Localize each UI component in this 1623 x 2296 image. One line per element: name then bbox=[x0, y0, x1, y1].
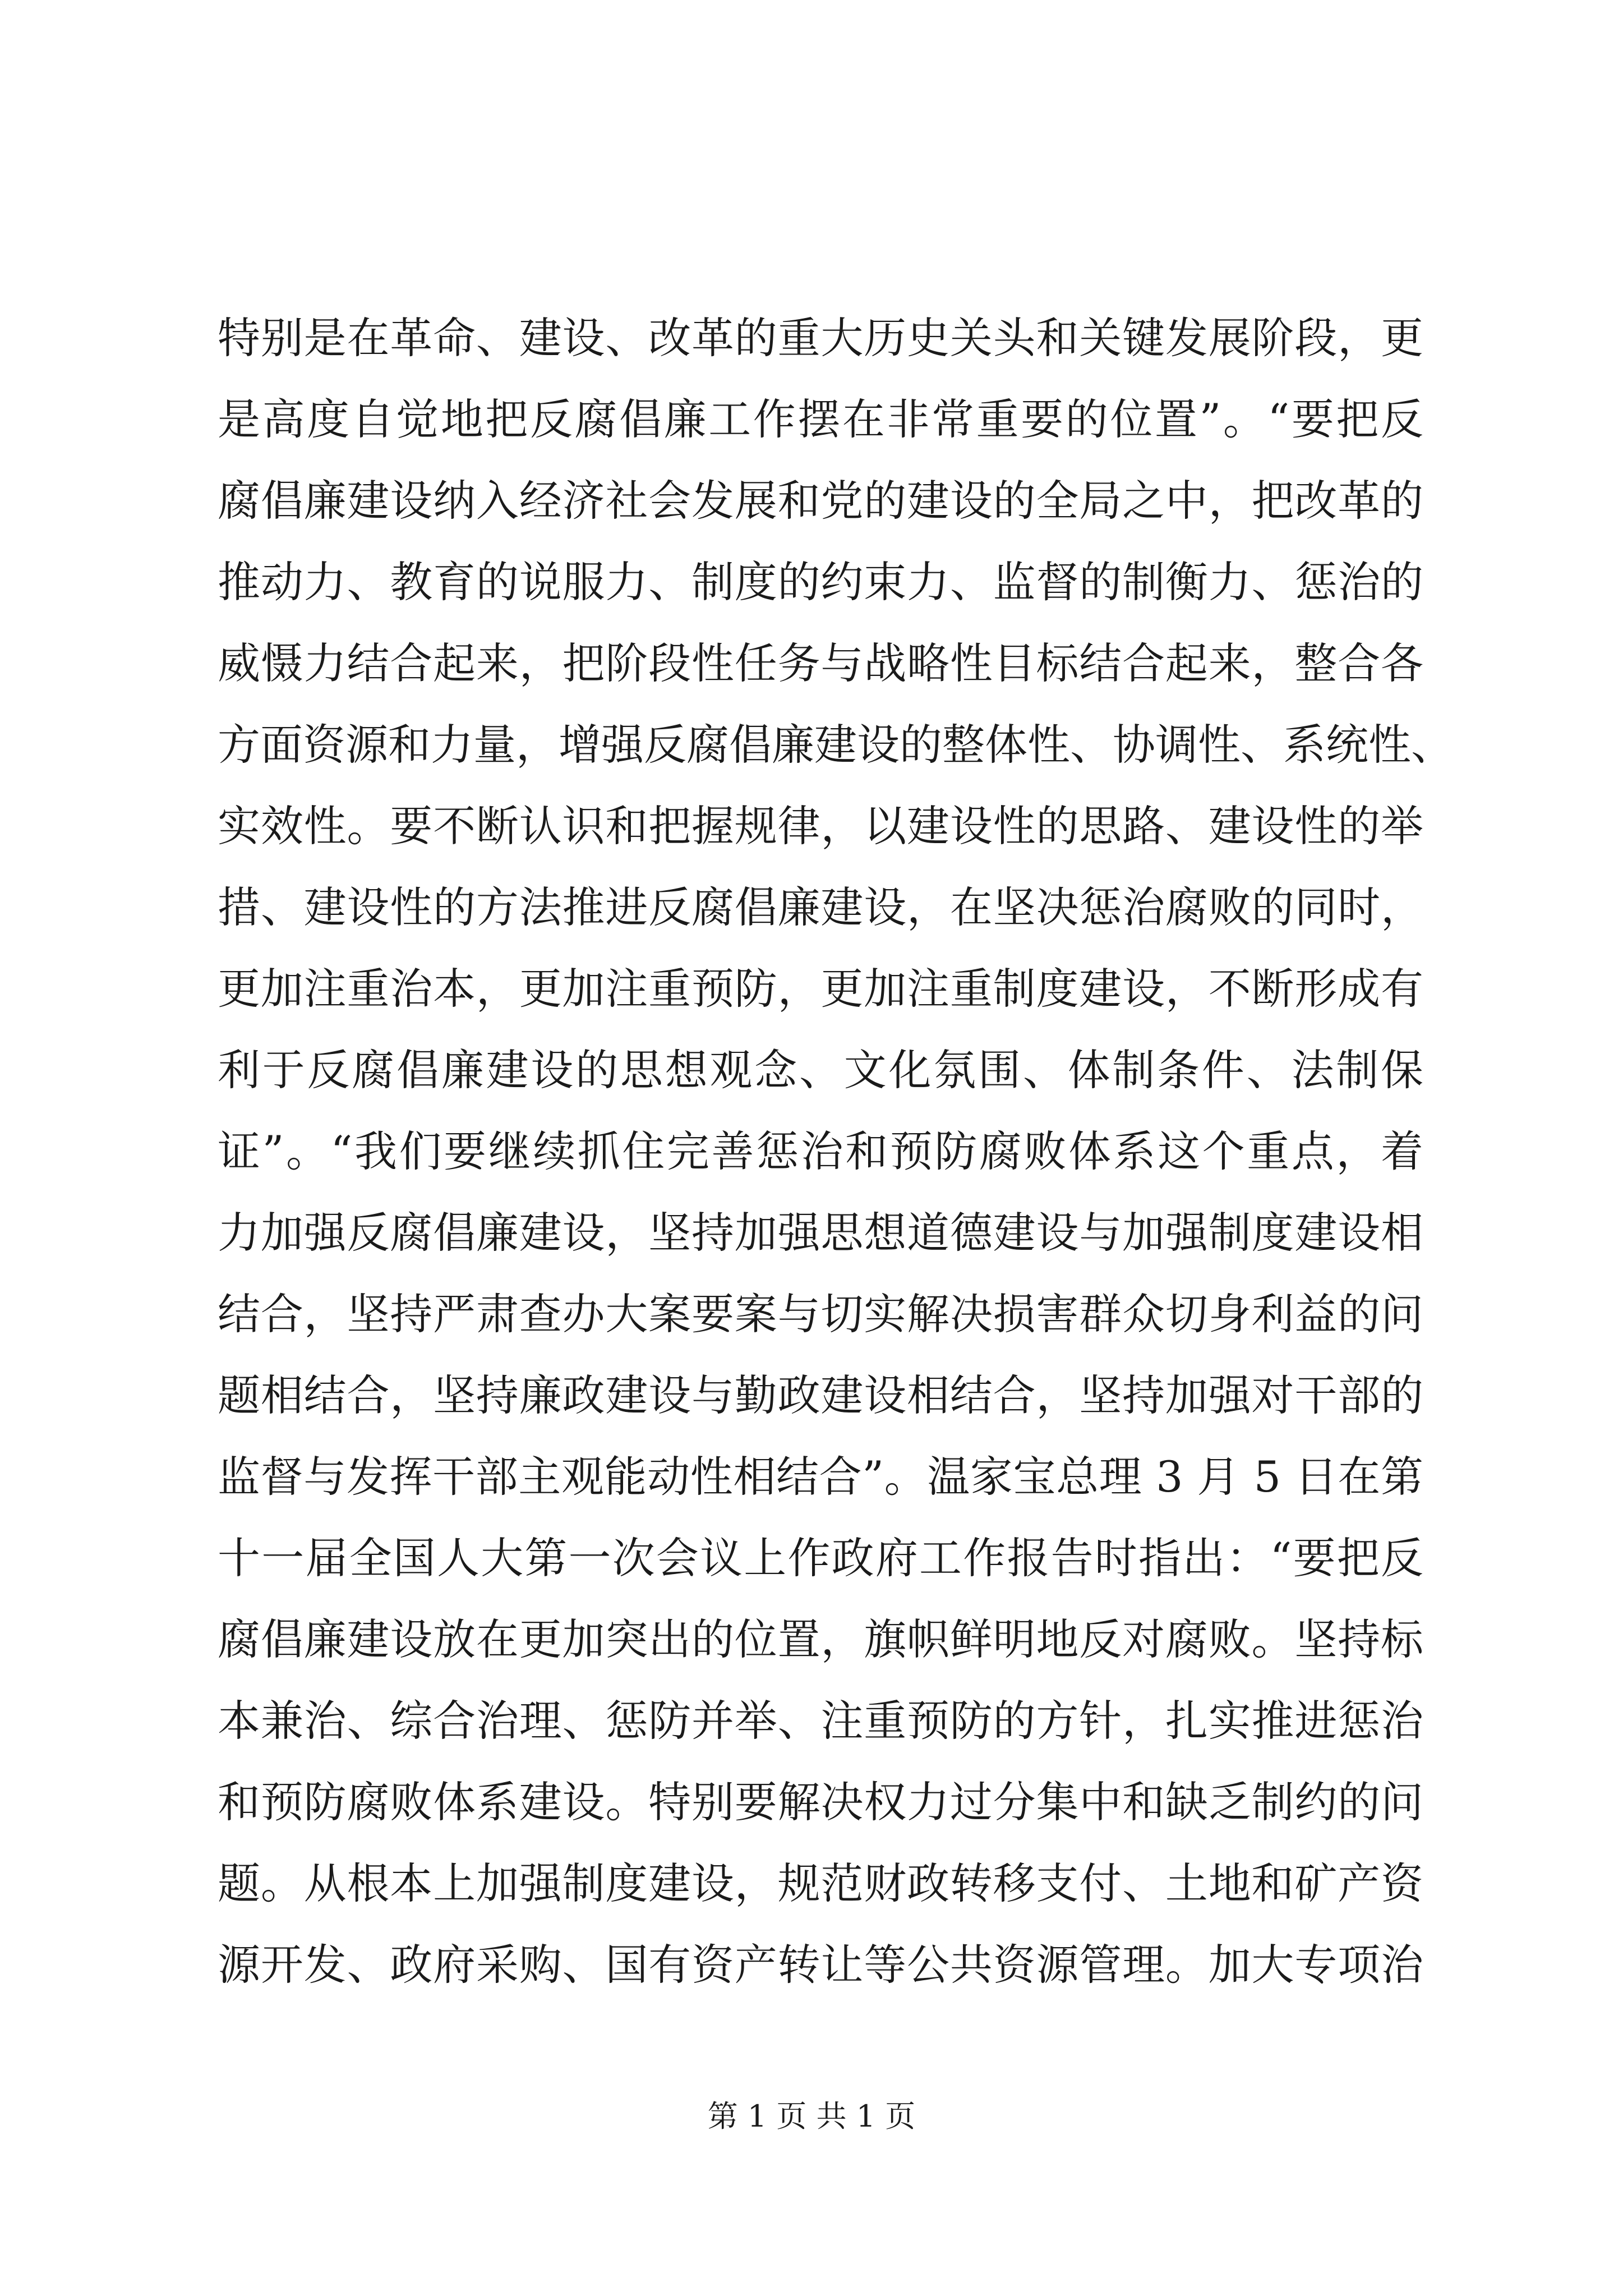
text-line: 特别是在革命、建设、改革的重大历史关头和关键发展阶段，更 bbox=[218, 313, 1423, 363]
text-line: 结合，坚持严肃查办大案要案与切实解决损害群众切身利益的问 bbox=[218, 1289, 1423, 1339]
text-line: 力加强反腐倡廉建设，坚持加强思想道德建设与加强制度建设相 bbox=[218, 1208, 1423, 1258]
body-text bbox=[218, 297, 1454, 2005]
text-line: 题。从根本上加强制度建设，规范财政转移支付、土地和矿产资 bbox=[218, 1858, 1423, 1908]
text-line: 更加注重治本，更加注重预防，更加注重制度建设，不断形成有 bbox=[218, 964, 1423, 1014]
text-line: 实效性。要不断认识和把握规律，以建设性的思路、建设性的举 bbox=[218, 801, 1423, 851]
text-line: 威慑力结合起来，把阶段性任务与战略性目标结合起来，整合各 bbox=[218, 638, 1423, 688]
text-line: 措、建设性的方法推进反腐倡廉建设，在坚决惩治腐败的同时， bbox=[218, 882, 1423, 932]
text-line: 十一届全国人大第一次会议上作政府工作报告时指出：“要把反 bbox=[218, 1533, 1423, 1583]
text-line: 腐倡廉建设放在更加突出的位置，旗帜鲜明地反对腐败。坚持标 bbox=[218, 1614, 1423, 1664]
text-line: 利于反腐倡廉建设的思想观念、文化氛围、体制条件、法制保 bbox=[218, 1045, 1423, 1095]
text-line: 是高度自觉地把反腐倡廉工作摆在非常重要的位置”。“要把反 bbox=[218, 394, 1423, 444]
text-line: 推动力、教育的说服力、制度的约束力、监督的制衡力、惩治的 bbox=[218, 557, 1423, 607]
text-line: 题相结合，坚持廉政建设与勤政建设相结合，坚持加强对干部的 bbox=[218, 1370, 1423, 1420]
text-line: 证”。“我们要继续抓住完善惩治和预防腐败体系这个重点，着 bbox=[218, 1126, 1423, 1176]
text-line: 监督与发挥干部主观能动性相结合”。温家宝总理 3 月 5 日在第 bbox=[218, 1452, 1423, 1502]
text-line: 腐倡廉建设纳入经济社会发展和党的建设的全局之中，把改革的 bbox=[218, 476, 1423, 526]
page-footer bbox=[0, 2097, 1623, 2136]
text-line: 源开发、政府采购、国有资产转让等公共资源管理。加大专项治 bbox=[218, 1940, 1423, 1990]
text-line: 方面资源和力量，增强反腐倡廉建设的整体性、协调性、系统性、 bbox=[218, 720, 1454, 770]
text-line: 和预防腐败体系建设。特别要解决权力过分集中和缺乏制约的问 bbox=[218, 1777, 1423, 1827]
page-number-label: 第 1 页 共 1 页 bbox=[707, 2099, 916, 2134]
text-line: 本兼治、综合治理、惩防并举、注重预防的方针，扎实推进惩治 bbox=[218, 1696, 1423, 1746]
